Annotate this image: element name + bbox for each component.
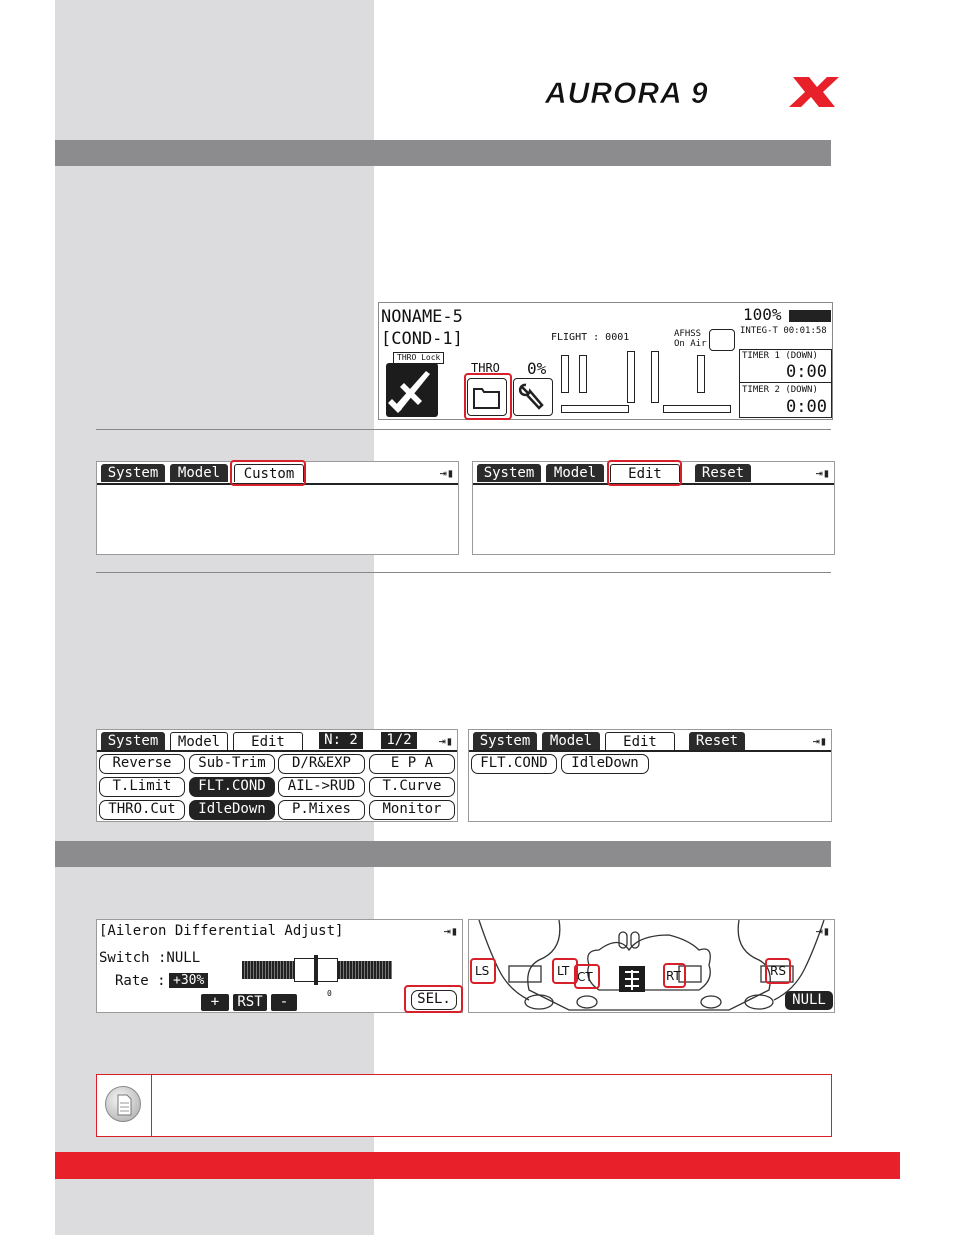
aurora-9x-logo bbox=[543, 75, 841, 109]
battery-bar bbox=[789, 310, 831, 322]
rate-value[interactable]: +30% bbox=[169, 973, 208, 988]
tab-edit[interactable]: Edit bbox=[610, 464, 680, 482]
tab-underline bbox=[469, 750, 831, 752]
menu-ail-rud[interactable]: AIL->RUD bbox=[278, 777, 365, 797]
reset-idle-down[interactable]: IdleDown bbox=[561, 754, 649, 774]
switch-label[interactable]: Switch :NULL bbox=[99, 950, 201, 966]
menu-idle-down[interactable]: IdleDown bbox=[189, 800, 275, 820]
tab-model[interactable]: Model bbox=[170, 464, 228, 482]
left-column-background bbox=[55, 0, 374, 1235]
exit-icon[interactable]: ⇥▮ bbox=[443, 924, 458, 938]
switch-rt[interactable]: RT bbox=[666, 969, 681, 983]
tab-system[interactable]: System bbox=[101, 732, 165, 750]
exit-icon[interactable]: ⇥▮ bbox=[438, 734, 453, 748]
thro-value: 0% bbox=[527, 359, 547, 378]
switch-rs[interactable]: RS bbox=[770, 964, 786, 978]
switch-ct[interactable]: CT bbox=[577, 970, 593, 984]
page-indicator: 1/2 bbox=[381, 732, 417, 749]
model-name: NONAME-5 bbox=[381, 307, 463, 327]
section-header-band bbox=[55, 140, 831, 166]
note-document-icon bbox=[105, 1086, 141, 1122]
tab-reset[interactable]: Reset bbox=[695, 464, 751, 482]
null-button[interactable]: NULL bbox=[785, 991, 833, 1010]
switch-lt[interactable]: LT bbox=[557, 964, 570, 978]
home-screen-lcd bbox=[378, 302, 833, 420]
exit-icon[interactable]: ⇥▮ bbox=[815, 466, 830, 480]
menu-t-curve[interactable]: T.Curve bbox=[369, 777, 455, 797]
menu-epa[interactable]: E P A bbox=[369, 754, 455, 774]
timer1-box bbox=[739, 349, 832, 383]
battery-percent: 100% bbox=[743, 305, 782, 324]
rs-highlight bbox=[765, 958, 791, 984]
tab-custom[interactable]: Custom bbox=[234, 464, 304, 482]
screen-edit-menu bbox=[96, 729, 458, 822]
tab-system[interactable]: System bbox=[477, 464, 541, 482]
section-header-band-2 bbox=[55, 841, 831, 867]
ls-highlight bbox=[470, 958, 496, 984]
tab-reset[interactable]: Reset bbox=[689, 732, 745, 750]
integ-timer: INTEG-T 00:01:58 bbox=[740, 326, 827, 336]
slider-zero-mark: 0 bbox=[327, 989, 332, 998]
svg-text:AURORA 9: AURORA 9 bbox=[545, 77, 709, 109]
screen-title: [Aileron Differential Adjust] bbox=[99, 923, 344, 939]
condition-label: [COND-1] bbox=[381, 329, 463, 349]
switch-ls[interactable]: LS bbox=[475, 964, 490, 978]
custom-tab-highlight bbox=[230, 460, 306, 486]
ct-highlight bbox=[574, 964, 600, 989]
rst-button[interactable]: RST bbox=[233, 994, 267, 1011]
sel-highlight bbox=[404, 985, 463, 1013]
flight-count: FLIGHT : 0001 bbox=[551, 332, 630, 343]
divider-2 bbox=[96, 572, 831, 573]
rt-highlight bbox=[663, 963, 686, 988]
divider-1 bbox=[96, 429, 831, 430]
radio-icon bbox=[709, 329, 735, 351]
sel-button[interactable]: SEL. bbox=[411, 990, 457, 1010]
menu-sub-trim[interactable]: Sub-Trim bbox=[189, 754, 275, 774]
menu-reverse[interactable]: Reverse bbox=[99, 754, 185, 774]
trim-bars bbox=[559, 351, 719, 417]
timer2-label: TIMER 2 (DOWN) bbox=[742, 385, 818, 395]
menu-thro-cut[interactable]: THRO.Cut bbox=[99, 800, 185, 820]
menu-dr-exp[interactable]: D/R&EXP bbox=[278, 754, 365, 774]
plus-button[interactable]: + bbox=[201, 994, 229, 1011]
tab-edit[interactable]: Edit bbox=[605, 732, 675, 750]
thro-lock-label: THRO Lock bbox=[393, 352, 444, 364]
menu-t-limit[interactable]: T.Limit bbox=[99, 777, 185, 797]
timer2-value: 0:00 bbox=[786, 397, 827, 417]
minus-button[interactable]: - bbox=[271, 994, 297, 1011]
tab-underline bbox=[97, 750, 457, 752]
tab-system[interactable]: System bbox=[473, 732, 537, 750]
tab-model[interactable]: Model bbox=[170, 732, 228, 750]
note-divider bbox=[151, 1075, 152, 1136]
rate-slider[interactable] bbox=[242, 961, 392, 979]
rate-label: Rate : bbox=[115, 973, 166, 989]
menu-monitor[interactable]: Monitor bbox=[369, 800, 455, 820]
tab-system[interactable]: System bbox=[101, 464, 165, 482]
note-box bbox=[96, 1074, 832, 1137]
exit-icon[interactable]: ⇥▮ bbox=[439, 466, 454, 480]
tab-model[interactable]: Model bbox=[546, 464, 604, 482]
slider-thumb bbox=[314, 955, 318, 985]
folder-highlight bbox=[464, 373, 512, 420]
timer1-value: 0:00 bbox=[786, 362, 827, 382]
footer-red-bar bbox=[55, 1152, 900, 1179]
wrench-icon[interactable] bbox=[513, 378, 553, 416]
exit-icon[interactable]: ⇥▮ bbox=[815, 924, 830, 938]
tab-model[interactable]: Model bbox=[542, 732, 600, 750]
n-indicator: N: 2 bbox=[319, 732, 363, 749]
afhss-label: AFHSS bbox=[674, 329, 702, 339]
edit-tab-highlight bbox=[607, 460, 682, 486]
tab-edit[interactable]: Edit bbox=[233, 732, 303, 750]
on-air-label: On Air bbox=[674, 339, 707, 349]
menu-flt-cond[interactable]: FLT.COND bbox=[189, 777, 275, 797]
thro-label: THRO bbox=[471, 361, 500, 375]
screen-reset-list bbox=[468, 729, 832, 822]
timer2-box bbox=[739, 383, 832, 418]
airplane-icon bbox=[386, 363, 438, 417]
exit-icon[interactable]: ⇥▮ bbox=[812, 734, 827, 748]
timer1-label: TIMER 1 (DOWN) bbox=[742, 351, 818, 361]
menu-p-mixes[interactable]: P.Mixes bbox=[278, 800, 365, 820]
reset-flt-cond[interactable]: FLT.COND bbox=[471, 754, 557, 774]
